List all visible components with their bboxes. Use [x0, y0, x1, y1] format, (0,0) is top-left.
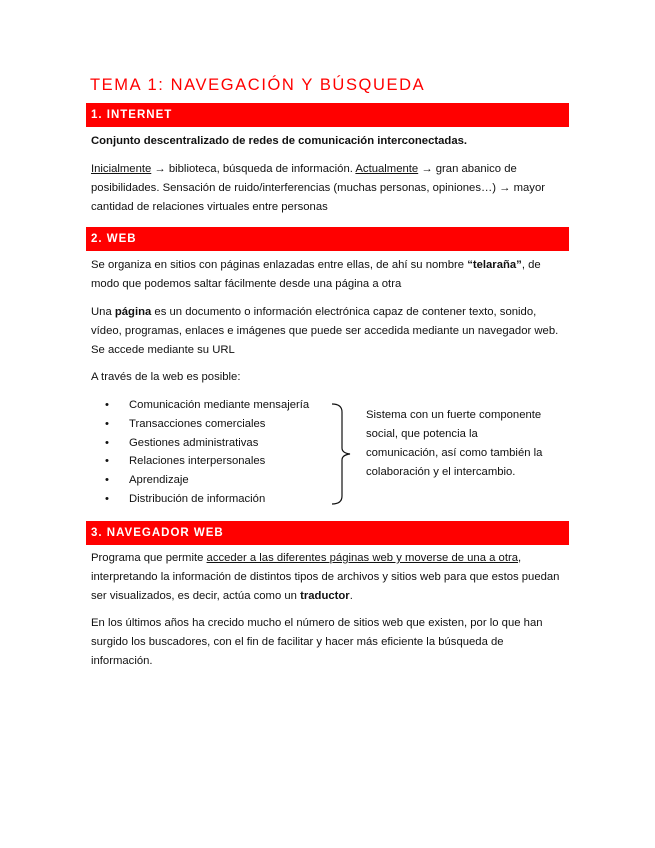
text: “telaraña”	[467, 259, 522, 271]
list-item: • Aprendizaje	[91, 471, 341, 490]
section-heading-web: 2. WEB	[86, 227, 569, 251]
text: es un documento o información electrónica capaz de contener texto, sonido, vídeo, programas, enlaces e imágenes que puede ser accedida mediante un navegador web. Se accede mediante su URL	[91, 306, 559, 356]
internet-paragraph	[91, 160, 566, 217]
text: página	[114, 306, 152, 318]
right-brace-icon	[330, 402, 354, 506]
text: → biblioteca, búsqueda de información.	[151, 163, 356, 175]
text: .	[349, 590, 353, 602]
text: Inicialmente	[91, 163, 152, 175]
browser-paragraph-1	[91, 549, 566, 606]
list-item: • Comunicación mediante mensajería	[91, 396, 341, 415]
text: → gran abanico de posibilidades. Sensación de ruido/interferencias (muchas personas, opiniones…) → mayor cantidad de relaciones virtuales entre personas	[91, 163, 545, 213]
internet-definition: Conjunto descentralizado de redes de comunicación interconectadas.	[91, 135, 468, 147]
list-item: • Relaciones interpersonales	[91, 452, 341, 471]
text: Se organiza en sitios con páginas enlazadas entre ellas, de ahí su nombre	[91, 259, 468, 271]
list-item: • Gestiones administrativas	[91, 434, 341, 453]
section-heading-internet: 1. INTERNET	[86, 103, 569, 127]
text: acceder a las diferentes páginas web y moverse de una a otra	[206, 552, 519, 564]
text: traductor	[300, 590, 350, 602]
list-item: • Transacciones comerciales	[91, 415, 341, 434]
text: Actualmente	[355, 163, 419, 175]
web-paragraph-1	[91, 256, 566, 294]
text: Una	[91, 306, 115, 318]
web-paragraph-2	[91, 303, 566, 360]
page-title: TEMA 1: NAVEGACIÓN Y BÚSQUEDA	[90, 76, 426, 94]
section-heading-browser: 3. NAVEGADOR WEB	[86, 521, 569, 545]
list-item: • Distribución de información	[91, 490, 341, 509]
text: , de modo que podemos saltar fácilmente desde una página a otra	[91, 259, 541, 290]
browser-paragraph-2: En los últimos años ha crecido mucho el número de sitios web que existen, por lo que han surgido los buscadores, con el fin de facilitar y hacer más eficiente la búsqueda de información.	[91, 617, 543, 667]
text: Programa que permite	[91, 552, 207, 564]
web-uses-list	[91, 396, 341, 509]
web-note: Sistema con un fuerte componente social, que potencia la comunicación, así como también la colaboración y el intercambio.	[366, 409, 543, 478]
web-intro: A través de la web es posible:	[91, 371, 241, 383]
text: , interpretando la información de distintos tipos de archivos y sitios web para que estos puedan ser visualizados, es decir, actúa como un	[91, 552, 560, 602]
